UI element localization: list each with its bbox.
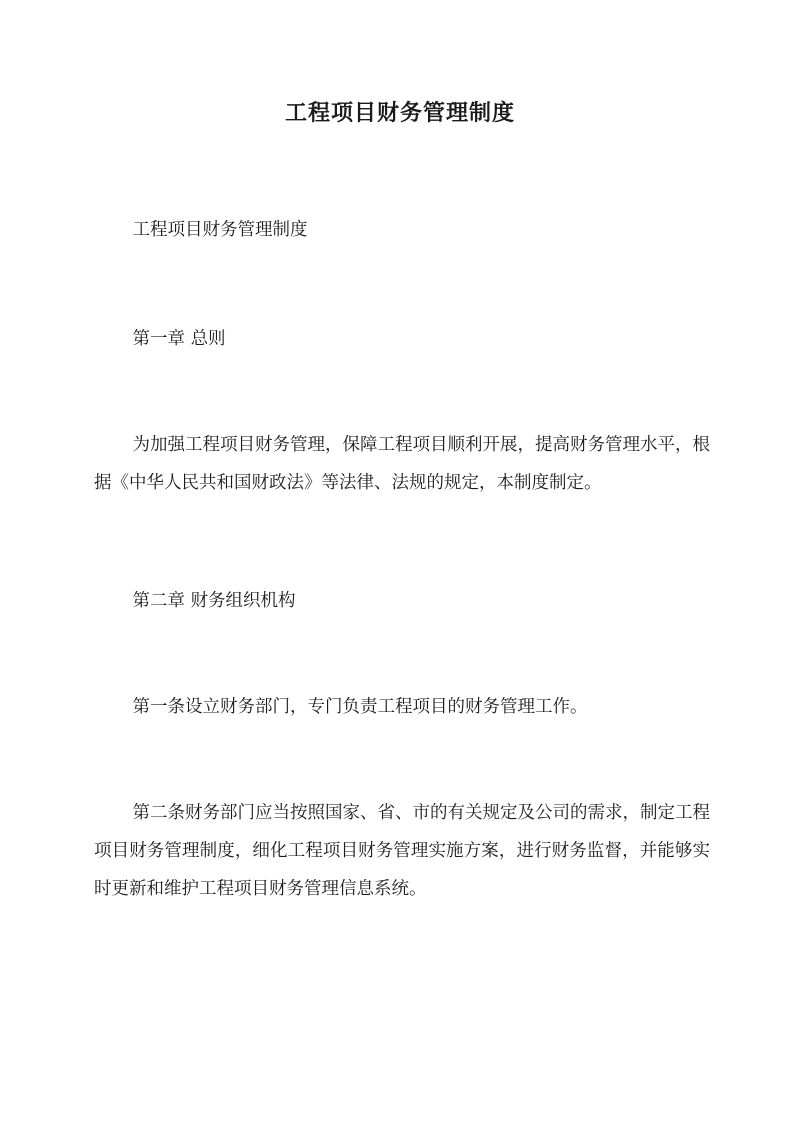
purpose-paragraph: 为加强工程项目财务管理，保障工程项目顺利开展，提高财务管理水平，根据《中华人民共和国财政法》等法律、法规的规定，本制度制定。	[94, 435, 710, 493]
article-one-paragraph: 第一条设立财务部门，专门负责工程项目的财务管理工作。	[132, 697, 588, 717]
subtitle-paragraph: 工程项目财务管理制度	[132, 220, 308, 240]
article-two-paragraph: 第二条财务部门应当按照国家、省、市的有关规定及公司的需求，制定工程项目财务管理制度，细化工程项目财务管理实施方案，进行财务监督，并能够实时更新和维护工程项目财务管理信息系统。	[94, 803, 710, 899]
chapter-heading-organization: 第二章 财务组织机构	[132, 591, 296, 611]
document-title: 工程项目财务管理制度	[284, 100, 515, 126]
chapter-heading-general: 第一章 总则	[132, 329, 226, 349]
